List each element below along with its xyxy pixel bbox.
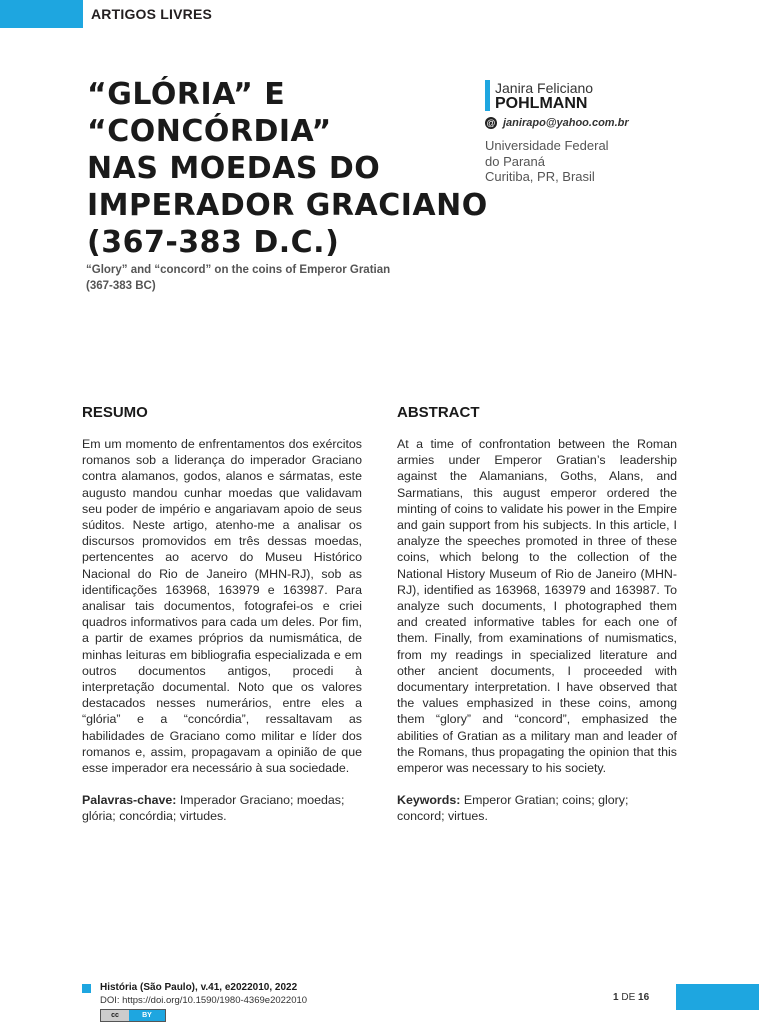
section-label: ARTIGOS LIVRES <box>91 6 213 22</box>
page-number <box>613 992 649 1003</box>
by-label: BY <box>129 1010 165 1021</box>
footer-accent-bar <box>676 984 759 1010</box>
title-line: “GLÓRIA” E <box>87 77 286 112</box>
resumo-keywords <box>82 792 362 824</box>
author-last-name: POHLMANN <box>495 95 588 112</box>
author-email-link[interactable]: janirapo@yahoo.com.br <box>503 117 629 129</box>
at-icon: @ <box>486 118 496 128</box>
keywords-list: Emperor Gratian; coins; glory; concord; virtues. <box>397 793 629 824</box>
subtitle-line: (367-383 BC) <box>86 280 156 292</box>
page-total: 16 <box>638 992 650 1003</box>
resumo-text: Em um momento de enfrentamentos dos exércitos romanos sob a liderança do imperador Graciano contra alamanos, godos, alanos e sármatas, este augusto mandou cunhar moedas que validavam seu poder de império e angariavam apoio de seus súditos. Neste artigo, atenho-me a analisar os discursos promovidos em três dessas moedas, pertencentes ao acervo do Museu Histórico Nacional do Rio de Janeiro (MHN-RJ), sob as identificações 163968, 163979 e 163987. Para analisar tais documentos, fotografei-os e criei quadros informativos para cada um deles. Por fim, a partir de exames próprios da numismática, de minhas leituras em bibliografia especializada e em outros documentos antigos, procedi à interpretação documental. Noto que os valores destacados nesses numerários, entre eles a “glória” e a “concórdia”, ressaltavam as habilidades de Graciano como militar e líder dos romanos e, assim, propagavam a opinião de que esse imperador era necessário à sua sociedade. <box>82 437 362 776</box>
resumo-section <box>82 404 362 825</box>
page-of: DE <box>621 992 636 1003</box>
title-line: (367-383 D.C.) <box>87 225 340 260</box>
author-affiliation <box>485 138 609 185</box>
page-current: 1 <box>613 992 619 1003</box>
affiliation-line: Curitiba, PR, Brasil <box>485 169 595 184</box>
cc-by-license-icon[interactable] <box>100 1009 166 1022</box>
keywords-list: Imperador Graciano; moedas; glória; concórdia; virtudes. <box>82 793 345 824</box>
journal-reference: História (São Paulo), v.41, e2022010, 2022 <box>100 982 298 993</box>
title-line: IMPERADOR GRACIANO <box>87 188 488 223</box>
cc-logo: cc <box>101 1010 129 1021</box>
english-subtitle <box>86 262 426 294</box>
abstract-heading: ABSTRACT <box>397 404 480 421</box>
abstract-section <box>397 404 677 825</box>
abstract-text: At a time of confrontation between the Roman armies under Emperor Gratian’s leadership against the Alamanians, Goths, Alans, and Sarmatians, this august emperor ordered the minting of coins to validate his power in the Empire and gain support from his subjects. In this article, I analyze the speeches promoted in three of these coins, which belong to the collection of the National History Museum of Rio de Janeiro (MHN-RJ), identified as 163968, 163979 and 163987. To analyze such documents, I photographed them and created informative tables for each one of them. Finally, from examinations of numismatics, from my readings in specialized literature and other ancient documents, I proceeded with documentary interpretation. I have observed that the values emphasized in these coins, among them “glory” and “concord”, emphasized the abilities of Gratian as a military man and leader of the Romans, thus propagating the opinion that this emperor was necessary to his society. <box>397 437 677 776</box>
title-line: NAS MOEDAS DO <box>87 151 381 186</box>
abstract-keywords <box>397 792 677 824</box>
affiliation-line: do Paraná <box>485 153 545 169</box>
keywords-label: Palavras-chave: <box>82 793 177 808</box>
resumo-heading: RESUMO <box>82 404 148 421</box>
affiliation-line: Universidade Federal <box>485 138 609 153</box>
header-accent-bar <box>0 0 83 28</box>
footer-accent-square <box>82 984 91 993</box>
subtitle-line: “Glory” and “concord” on the coins of Emperor Gratian <box>86 264 391 276</box>
doi-link[interactable]: DOI: https://doi.org/10.1590/1980-4369e2022010 <box>100 995 308 1006</box>
author-first-name: Janira Feliciano <box>495 80 594 96</box>
keywords-label: Keywords: <box>397 793 461 808</box>
article-title <box>87 76 488 261</box>
title-line: “CONCÓRDIA” <box>87 114 332 149</box>
author-email-row[interactable] <box>485 117 629 129</box>
author-accent-bar <box>485 80 490 111</box>
